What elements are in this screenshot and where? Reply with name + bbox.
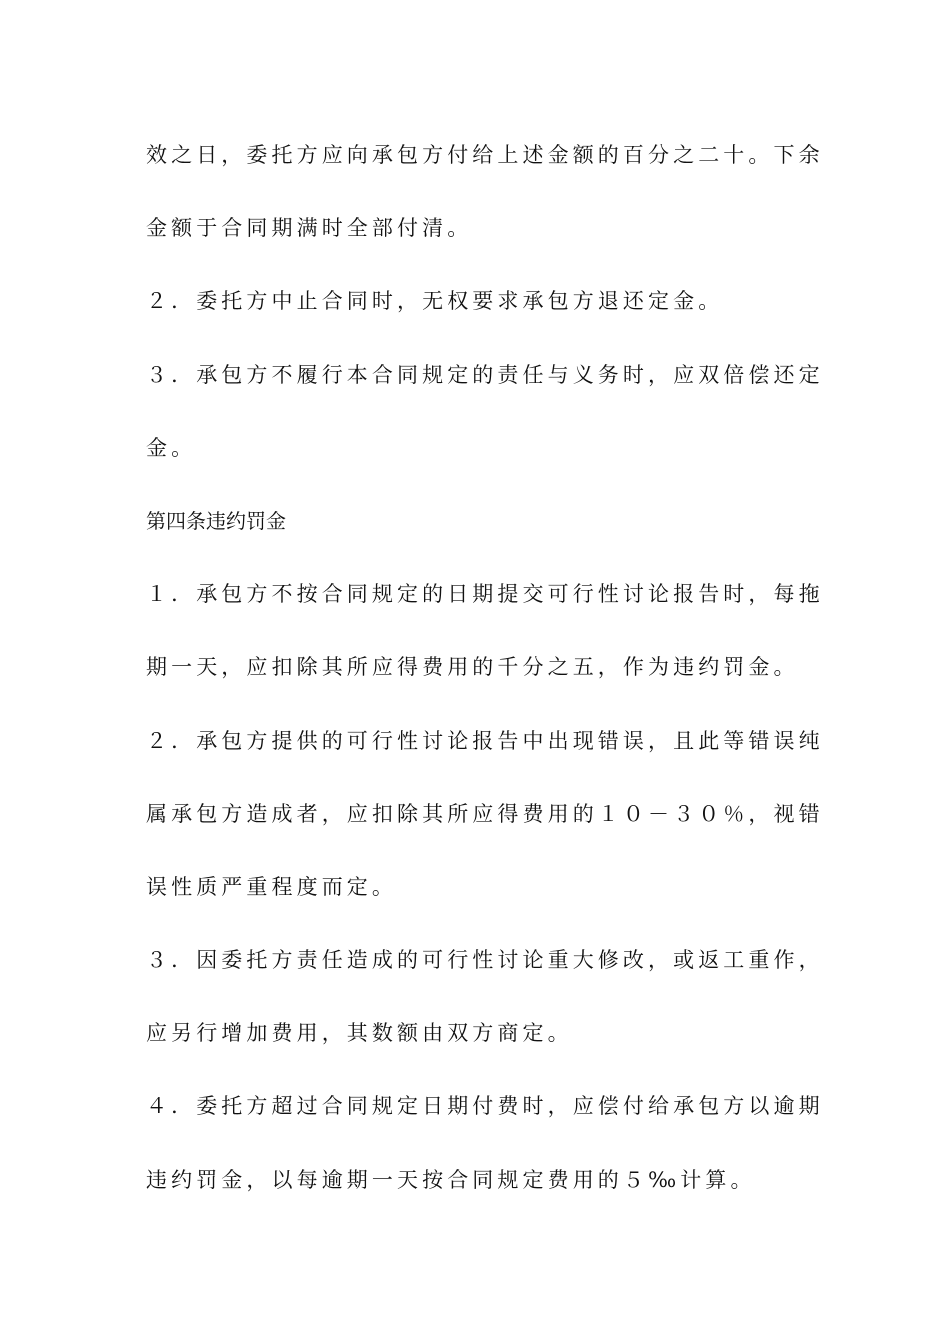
paragraph-line: 期一天，应扣除其所应得费用的千分之五，作为违约罚金。 bbox=[146, 655, 799, 680]
section-heading: 第四条违约罚金 bbox=[146, 508, 286, 533]
paragraph-line: １．承包方不按合同规定的日期提交可行性讨论报告时，每拖 bbox=[146, 582, 824, 607]
paragraph-line: 违约罚金，以每逾期一天按合同规定费用的５‰计算。 bbox=[146, 1167, 756, 1192]
paragraph-line: 金额于合同期满时全部付清。 bbox=[146, 216, 473, 241]
paragraph-line: 应另行增加费用，其数额由双方商定。 bbox=[146, 1021, 573, 1046]
paragraph-line: ３．因委托方责任造成的可行性讨论重大修改，或返工重作， bbox=[146, 948, 824, 973]
paragraph-line: ２．承包方提供的可行性讨论报告中出现错误，且此等错误纯 bbox=[146, 728, 824, 753]
paragraph-line: ３．承包方不履行本合同规定的责任与义务时，应双倍偿还定 bbox=[146, 362, 824, 387]
paragraph-line: ２．委托方中止合同时，无权要求承包方退还定金。 bbox=[146, 289, 724, 314]
paragraph-line: 金。 bbox=[146, 435, 197, 460]
paragraph-line: 效之日，委托方应向承包方付给上述金额的百分之二十。下余 bbox=[146, 143, 824, 167]
paragraph-line: 属承包方造成者，应扣除其所应得费用的１０－３０％，视错 bbox=[146, 801, 824, 826]
document-body bbox=[146, 137, 824, 1235]
paragraph-line: 误性质严重程度而定。 bbox=[146, 874, 397, 899]
paragraph-line: ４．委托方超过合同规定日期付费时，应偿付给承包方以逾期 bbox=[146, 1094, 824, 1119]
